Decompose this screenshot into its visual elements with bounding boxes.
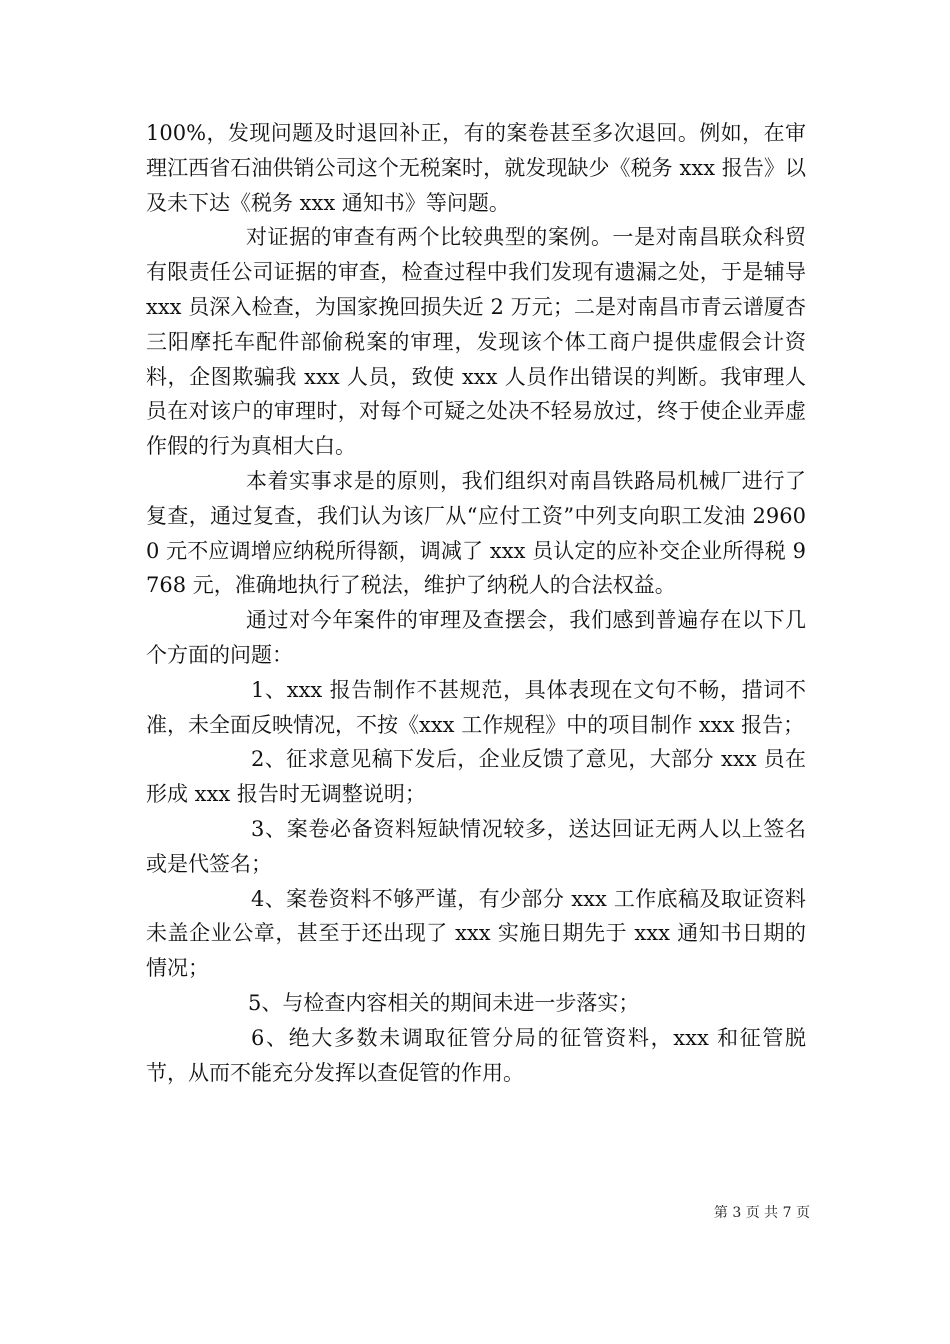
problem-item-2: 2、征求意见稿下发后，企业反馈了意见，大部分 xxx 员在形成 xxx 报告时无调整说明；: [146, 747, 806, 807]
paragraph-recheck: 本着实事求是的原则，我们组织对南昌铁路局机械厂进行了复查，通过复查，我们认为该厂从“应付工资”中列支向职工发油 29600 元不应调增应纳税所得额，调减了 xxx 员认定的应补交企业所得税 9768 元，准确地执行了税法，维护了纳税人的合法权益。: [146, 468, 806, 598]
problem-item-5: 5、与检查内容相关的期间未进一步落实；: [248, 990, 640, 1015]
paragraph-continued: 100%，发现问题及时退回补正，有的案卷甚至多次退回。例如，在审理江西省石油供销公司这个无税案时，就发现缺少《税务 xxx 报告》以及未下达《税务 xxx 通知书》等问题。: [146, 121, 806, 215]
problem-item-6: 6、绝大多数未调取征管分局的征管资料，xxx 和征管脱节，从而不能充分发挥以查促管的作用。: [146, 1025, 806, 1085]
page-number-footer: 第 3 页 共 7 页: [713, 1205, 810, 1221]
problem-item-3: 3、案卷必备资料短缺情况较多，送达回证无两人以上签名或是代签名；: [146, 816, 806, 876]
problem-item-1: 1、xxx 报告制作不甚规范，具体表现在文句不畅，措词不准，未全面反映情况，不按《xxx 工作规程》中的项目制作 xxx 报告；: [146, 677, 806, 737]
paragraph-problems-intro: 通过对今年案件的审理及查摆会，我们感到普遍存在以下几个方面的问题：: [146, 608, 806, 667]
paragraph-evidence-review: 对证据的审查有两个比较典型的案例。一是对南昌联众科贸有限责任公司证据的审查，检查过程中我们发现有遗漏之处，于是辅导 xxx 员深入检查，为国家挽回损失近 2 万元；二是对南昌市青云谱厦杏三阳摩托车配件部偷税案的审理，发现该个体工商户提供虚假会计资料，企图欺骗我 xxx 人员，致使 xxx 人员作出错误的判断。我审理人员在对该户的审理时，对每个可疑之处决不轻易放过，终于使企业弄虚作假的行为真相大白。: [146, 225, 806, 459]
document-body: [146, 116, 806, 1090]
problem-item-4: 4、案卷资料不够严谨，有少部分 xxx 工作底稿及取证资料未盖企业公章，甚至于还出现了 xxx 实施日期先于 xxx 通知书日期的情况；: [146, 886, 806, 981]
